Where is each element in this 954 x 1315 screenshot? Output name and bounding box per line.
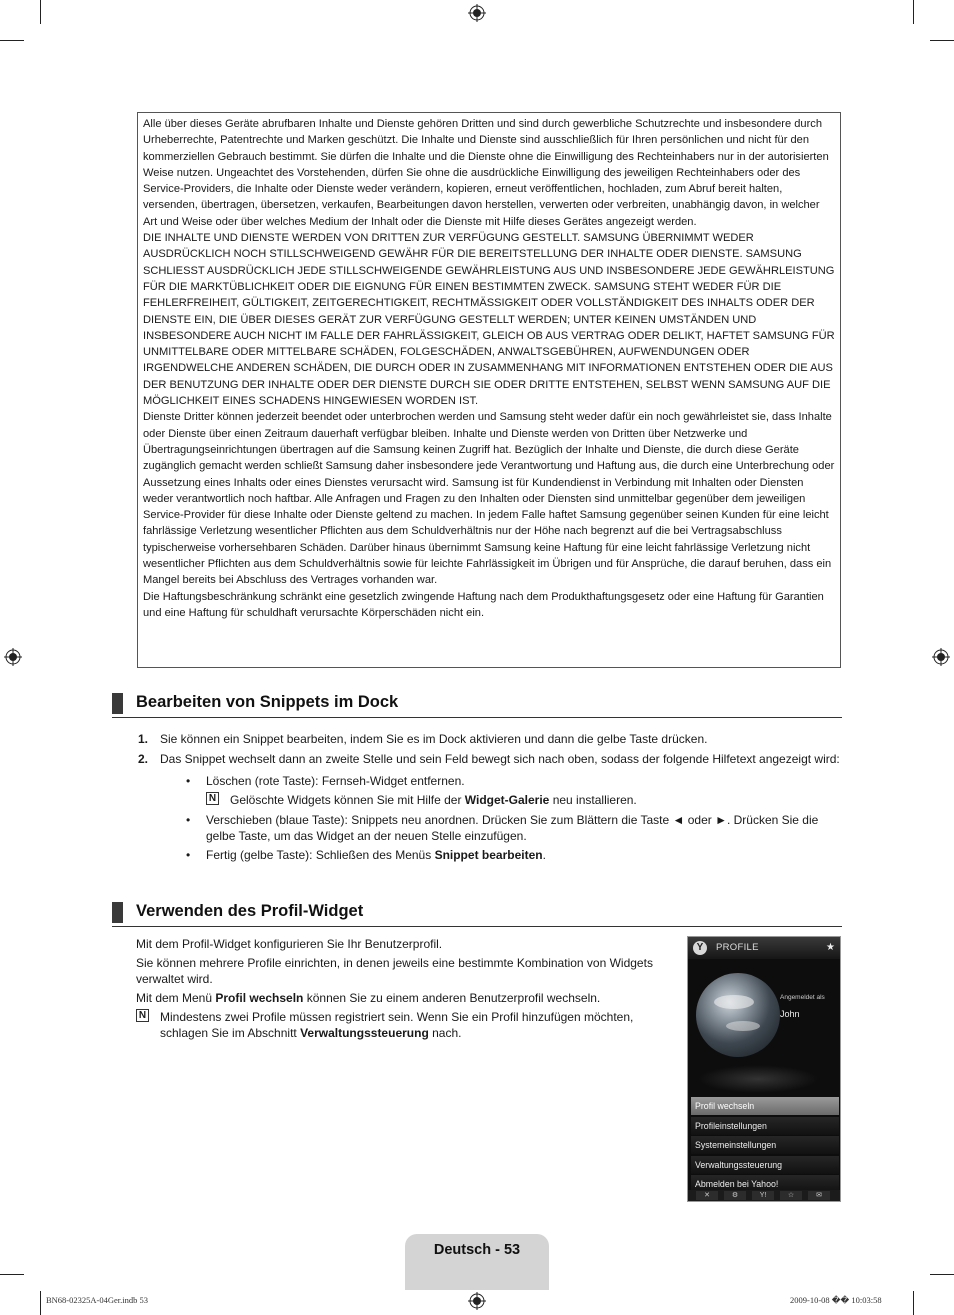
paragraph-text: Mit dem Menü xyxy=(136,991,216,1005)
star-icon: ★ xyxy=(826,942,835,953)
favorite-icon[interactable]: ☆ xyxy=(780,1191,802,1200)
crop-mark xyxy=(913,1291,914,1315)
bullet-dot: • xyxy=(186,848,191,862)
registration-mark-icon xyxy=(468,1292,486,1310)
disclaimer-paragraph: Alle über dieses Geräte abrufbaren Inhalte und Dienste gehören Dritten und sind durch gewerbliche Schutzrechte und insbesondere durch Urheberrechte, Patentrechte und Marken geschützt. Die Inhalte und Dienste sind ausschließlich für Ihren persönlichen und nicht für den kommerziellen Gebrauch bestimmt. Sie dürfen die Inhalte und die Dienste ohne die Einwilligung des Rechteinhabers nur in der autorisierten Weise nutzen. Ungeachtet des Vorstehenden, dürfen Sie ohne die ausdrückliche Einwilligung des jeweiligen Rechteinhabers oder des Service-Providers, die Inhalte oder Dienste weder verändern, kopieren, erneut veröffentlichen, hochladen, zum Abruf bereit halten, versenden, übertragen, übersetzen, verkaufen, Bearbeitungen davon herstellen, verwerten oder verbreiten, unabhängig davon, in welcher Art und Weise oder über welches Medium der Inhalt oder die Dienste mit Hilfe dieses Gerätes angezeigt werden. xyxy=(143,118,829,228)
profile-text xyxy=(136,936,666,1045)
note xyxy=(206,792,842,808)
paragraph xyxy=(136,990,666,1006)
heading-bar xyxy=(112,693,123,714)
globe-reflection xyxy=(698,1065,818,1093)
note-text: Gelöschte Widgets können Sie mit Hilfe der xyxy=(230,793,465,807)
registration-mark-icon xyxy=(932,648,950,666)
section-title: Verwenden des Profil-Widget xyxy=(136,902,364,920)
menu-item-profileinstellungen[interactable]: Profileinstellungen xyxy=(691,1117,839,1135)
paragraph-text: können Sie zu einem anderen Benutzerprofil wechseln. xyxy=(303,991,601,1005)
crop-mark xyxy=(930,1274,954,1275)
disclaimer-box xyxy=(137,112,841,668)
crop-mark xyxy=(0,40,24,41)
step-text: Das Snippet wechselt dann an zweite Stelle und sein Feld bewegt sich nach oben, sodass der folgende Hilfetext angezeigt wird: xyxy=(160,752,840,766)
menu-item-abmelden[interactable]: Abmelden bei Yahoo! xyxy=(691,1175,839,1193)
settings-icon[interactable]: ⚙ xyxy=(724,1191,746,1200)
bullet-bold: Snippet bearbeiten xyxy=(434,848,543,862)
menu-item-systemeinstellungen[interactable]: Systemeinstellungen xyxy=(691,1136,839,1154)
yahoo-logo-icon: Y xyxy=(693,941,707,955)
step-2 xyxy=(136,751,842,863)
cloud xyxy=(714,995,754,1009)
bullet-text: Fertig (gelbe Taste): Schließen des Menüs xyxy=(206,848,435,862)
cloud xyxy=(726,1021,760,1031)
bullet-text: Löschen (rote Taste): Fernseh-Widget entfernen. xyxy=(206,774,465,788)
tv-menu xyxy=(691,1097,839,1195)
menu-item-verwaltungssteuerung[interactable]: Verwaltungssteuerung xyxy=(691,1156,839,1174)
menu-item-profil-wechseln[interactable]: Profil wechseln xyxy=(691,1097,839,1115)
print-slug-file: BN68-02325A-04Ger.indb 53 xyxy=(46,1295,148,1305)
step-text: Sie können ein Snippet bearbeiten, indem Sie es im Dock aktivieren und dann die gelbe Taste drücken. xyxy=(160,732,708,746)
page-number: Deutsch - 53 xyxy=(433,1242,521,1258)
note-icon: N xyxy=(206,792,219,805)
yahoo-icon[interactable]: Y! xyxy=(752,1191,774,1200)
bullet-item xyxy=(182,773,842,789)
paragraph: Sie können mehrere Profile einrichten, in denen jeweils eine bestimmte Kombination von Widgets verwaltet wird. xyxy=(136,956,653,986)
mail-icon[interactable]: ✉ xyxy=(808,1191,830,1200)
crop-mark xyxy=(913,0,914,24)
note-text: nach. xyxy=(428,1026,462,1040)
disclaimer-paragraph: Dienste Dritter können jederzeit beendet oder unterbrochen werden und Samsung steht weder dafür ein noch gewährleistet sie, dass Inhalte oder Dienste über einen Zeitraum dauerhaft verfügbar bleiben. Inhalte und Dienste werden von Dritten über Netzwerke und Übertragungseinrichtungen übertragen auf die Samsung keinen Zugriff hat. Bezüglich der Inhalte und Dienste, die durch diese Geräte zugänglich gemacht werden schließt Samsung daher insbesondere jede Verantwortung und Haftung aus, die durch eine Unterbrechung oder Aussetzung eines Inhalts oder eines Dienstes verursacht wird. Samsung ist für Kundendienst in Verbindung mit Inhalten oder Diensten weder verantwortlich noch haftbar. Alle Anfragen und Fragen zu den Inhalten oder Diensten sind unmittelbar gegenüber dem jeweiligen Service-Provider für diese Inhalte oder Dienste geltend zu machen. In jedem Falle haftet Samsung gegenüber seinen Kunden für eine leicht fahrlässige Verletzung wesentlicher Pflichten aus dem Schuldverhältnis nur der Höhe nach begrenzt auf die bei Vertragsabschluss typischerweise vorhersehbaren Schäden. Darüber hinaus übernimmt Samsung keine Haftung für eine leicht fahrlässige Verletzung nicht wesentlicher Pflichten aus dem Schuldverhältnis sowie für leichte Fahrlässigkeit im Übrigen und für Ansprüche, die darauf beruhen, dass ein Mangel bereits bei Abschluss des Vertrages vorhanden war. xyxy=(143,411,835,587)
crop-mark xyxy=(930,40,954,41)
dock-steps xyxy=(136,731,842,867)
crop-mark xyxy=(0,1274,24,1275)
bullet-dot: • xyxy=(186,813,191,827)
note xyxy=(136,1009,666,1041)
note-text: neu installieren. xyxy=(549,793,637,807)
crop-mark xyxy=(40,0,41,24)
bullet-dot: • xyxy=(186,774,191,788)
bullet-text: . xyxy=(542,848,546,862)
disclaimer-paragraph: DIE INHALTE UND DIENSTE WERDEN VON DRITTEN ZUR VERFÜGUNG GESTELLT. SAMSUNG ÜBERNIMMT WEDER AUSDRÜCKLICH NOCH STILLSCHWEIGEND GEWÄHR FÜR DIE BEREITSTELLUNG DER INHALTE ODER DIENSTE. SAMSUNG SCHLIESST AUSDRÜCKLICH JEDE STILLSCHWEIGENDE GEWÄHRLEISTUNG AUS UND INSBESONDERE JEDE GEWÄHRLEISTUNG FÜR DIE MARKTÜBLICHKEIT ODER DIE EIGNUNG FÜR EINEN BESTIMMTEN ZWECK. SAMSUNG STEHT WEDER FÜR DIE FEHLERFREIHEIT, GÜLTIGKEIT, ZEITGERECHTIGKEIT, RECHTMÄSSIGKEIT ODER VOLLSTÄNDIGKEIT DES INHALTS ODER DER DIENSTE EIN, DIE ÜBER DIESES GERÄT ZUR VERFÜGUNG GESTELLT WERDEN; UNTER KEINEN UMSTÄNDEN UND INSBESONDERE AUCH NICHT IM FALLE DER FAHRLÄSSIGKEIT, GLEICH OB AUS VERTRAG ODER DELIKT, HAFTET SAMSUNG FÜR UNMITTELBARE ODER MITTELBARE SCHÄDEN, FOLGESCHÄDEN, ANWALTSGEBÜHREN, AUFWENDUNGEN ODER IRGENDWELCHE ANDEREN SCHÄDEN, DIE DURCH ODER IN ZUSAMMENHANG MIT INFORMATIONEN ENTSTEHEN ODER DIE AUS DER BENUTZUNG DER INHALTE ODER DER DIENSTE DURCH SIE ODER DRITTE ENTSTEHEN, SELBST WENN SAMSUNG AUF DIE MÖGLICHKEIT EINES SCHADENS HINGEWIESEN WORDEN IST. xyxy=(143,232,835,408)
heading-bar xyxy=(112,902,123,923)
print-slug-date: 2009-10-08 �� 10:03:58 xyxy=(790,1295,882,1305)
step-number: 1. xyxy=(138,732,149,746)
section-heading-dock xyxy=(112,691,842,718)
note-bold: Widget-Galerie xyxy=(464,793,550,807)
logged-in-label: Angemeldet als xyxy=(780,994,825,1001)
note-bold: Verwaltungssteuerung xyxy=(300,1026,429,1040)
bullet-item xyxy=(182,812,842,844)
note-icon: N xyxy=(136,1009,149,1022)
paragraph-bold: Profil wechseln xyxy=(215,991,304,1005)
tv-footer xyxy=(688,1190,840,1201)
step-number: 2. xyxy=(138,752,149,766)
user-name: John xyxy=(780,1009,800,1019)
section-heading-profile xyxy=(112,900,842,927)
bullet-list xyxy=(160,773,842,863)
step-1 xyxy=(136,731,842,747)
note-text: Mindestens zwei Profile müssen registriert sein. Wenn Sie ein Profil hinzufügen möchten, schlagen Sie im Abschnitt xyxy=(160,1010,634,1040)
registration-mark-icon xyxy=(4,648,22,666)
bullet-text: Verschieben (blaue Taste): Snippets neu anordnen. Drücken Sie zum Blättern die Taste ◄ oder ►. Drücken Sie die gelbe Taste, um das Widget an der neuen Stelle einzufügen. xyxy=(206,813,819,843)
tv-header xyxy=(688,937,840,959)
registration-mark-icon xyxy=(468,4,486,22)
bullet-item xyxy=(182,847,842,863)
disclaimer-paragraph: Die Haftungsbeschränkung schränkt eine gesetzlich zwingende Haftung nach dem Produkthaftungsgesetz oder eine Haftung für Garantien und eine Haftung für schuldhaft verursachte Körperschäden nicht ein. xyxy=(143,590,824,619)
close-icon[interactable]: ✕ xyxy=(696,1191,718,1200)
paragraph: Mit dem Profil-Widget konfigurieren Sie Ihr Benutzerprofil. xyxy=(136,937,443,951)
globe-image xyxy=(696,973,780,1057)
tv-title: PROFILE xyxy=(716,942,759,953)
section-title: Bearbeiten von Snippets im Dock xyxy=(136,693,399,711)
page-number-tab xyxy=(405,1234,549,1290)
tv-profile-screenshot xyxy=(687,936,841,1202)
crop-mark xyxy=(40,1291,41,1315)
